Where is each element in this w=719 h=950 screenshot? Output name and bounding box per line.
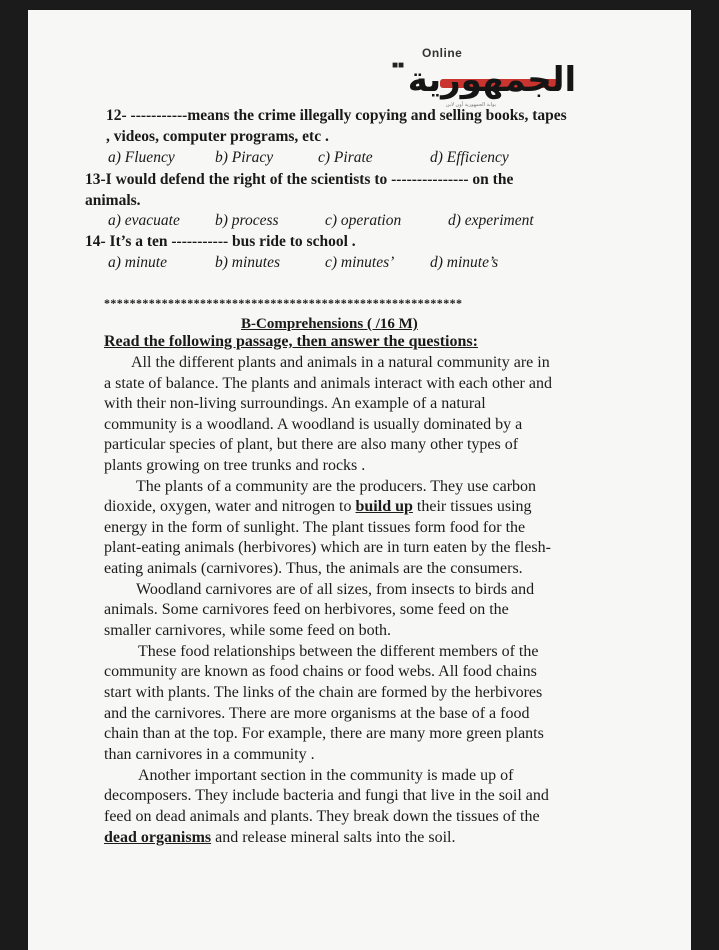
question-12-text-cont: , videos, computer programs, etc . <box>106 128 329 145</box>
q13-option-c: c) operation <box>325 212 402 229</box>
passage-line: plants growing on tree trunks and rocks . <box>104 457 366 474</box>
question-14-text: 14- It’s a ten ----------- bus ride to school . <box>85 233 356 250</box>
passage-line: plant-eating animals (herbivores) which are in turn eaten by the flesh- <box>104 539 551 556</box>
asterisk-separator: ******************************************************** <box>104 296 463 310</box>
q13-option-d: d) experiment <box>448 212 534 229</box>
passage-line: The plants of a community are the producers. They use carbon <box>136 478 537 495</box>
passage-line-with-highlight <box>104 828 456 849</box>
q14-option-c: c) minutes’ <box>325 254 395 271</box>
passage-line: feed on dead animals and plants. They break down the tissues of the <box>104 808 540 825</box>
q13-option-a: a) evacuate <box>108 212 180 229</box>
section-heading: B-Comprehensions ( /16 M) <box>241 316 418 332</box>
passage-line: energy in the form of sunlight. The plant tissues form food for the <box>104 519 526 536</box>
passage-line: animals. Some carnivores feed on herbivores, some feed on the <box>104 601 509 618</box>
passage-line: Another important section in the community is made up of <box>138 767 514 784</box>
q12-option-a: a) Fluency <box>108 149 175 166</box>
passage-text: and release mineral salts into the soil. <box>211 829 456 846</box>
passage-line: than carnivores in a community . <box>104 746 315 763</box>
passage-line: start with plants. The links of the chain are formed by the herbivores <box>104 684 543 701</box>
passage-line-with-highlight <box>104 497 532 518</box>
q14-option-b: b) minutes <box>215 254 281 271</box>
passage-line: chain than at the top. For example, there are many more green plants <box>104 725 544 742</box>
passage-text: dioxide, oxygen, water and nitrogen to <box>104 498 356 515</box>
logo-dots-icon: ■■ <box>392 60 405 71</box>
q12-option-c: c) Pirate <box>318 149 373 166</box>
q12-option-d: d) Efficiency <box>430 149 509 166</box>
q14-option-a: a) minute <box>108 254 167 271</box>
passage-text: their tissues using <box>412 498 532 515</box>
passage-line: community is a woodland. A woodland is usually dominated by a <box>104 416 523 433</box>
document-page <box>28 10 691 950</box>
passage-line: decomposers. They include bacteria and fungi that live in the soil and <box>104 787 549 804</box>
question-13-text-cont: animals. <box>85 192 141 209</box>
passage-instruction: Read the following passage, then answer the questions: <box>104 333 478 350</box>
question-12-text: 12- -----------means the crime illegally copying and selling books, tapes <box>106 107 567 124</box>
logo-online-text: Online <box>422 46 463 60</box>
passage-line: particular species of plant, but there are also many other types of <box>104 436 519 453</box>
logo-tagline: بوابة الجمهورية أون لاين <box>445 102 497 108</box>
logo-arabic-title: الجمهورية <box>407 60 577 100</box>
q14-option-d: d) minute’s <box>430 254 499 271</box>
newspaper-logo <box>358 46 626 112</box>
passage-line: a state of balance. The plants and animals interact with each other and <box>104 375 552 392</box>
passage-line: community are known as food chains or food webs. All food chains <box>104 663 537 680</box>
passage-line: eating animals (carnivores). Thus, the animals are the consumers. <box>104 560 523 577</box>
passage-line: Woodland carnivores are of all sizes, from insects to birds and <box>136 581 535 598</box>
passage-line: and the carnivores. There are more organisms at the base of a food <box>104 705 530 722</box>
highlighted-word-dead-organisms: dead organisms <box>104 829 212 846</box>
question-13-text: 13-I would defend the right of the scientists to --------------- on the <box>85 171 514 188</box>
passage-line: with their non-living surroundings. An example of a natural <box>104 395 486 412</box>
passage-line: All the different plants and animals in a natural community are in <box>131 354 550 371</box>
passage-line: smaller carnivores, while some feed on both. <box>104 622 392 639</box>
q12-option-b: b) Piracy <box>215 149 274 166</box>
q13-option-b: b) process <box>215 212 279 229</box>
passage-line: These food relationships between the different members of the <box>138 643 539 660</box>
highlighted-word-build-up: build up <box>355 498 413 515</box>
